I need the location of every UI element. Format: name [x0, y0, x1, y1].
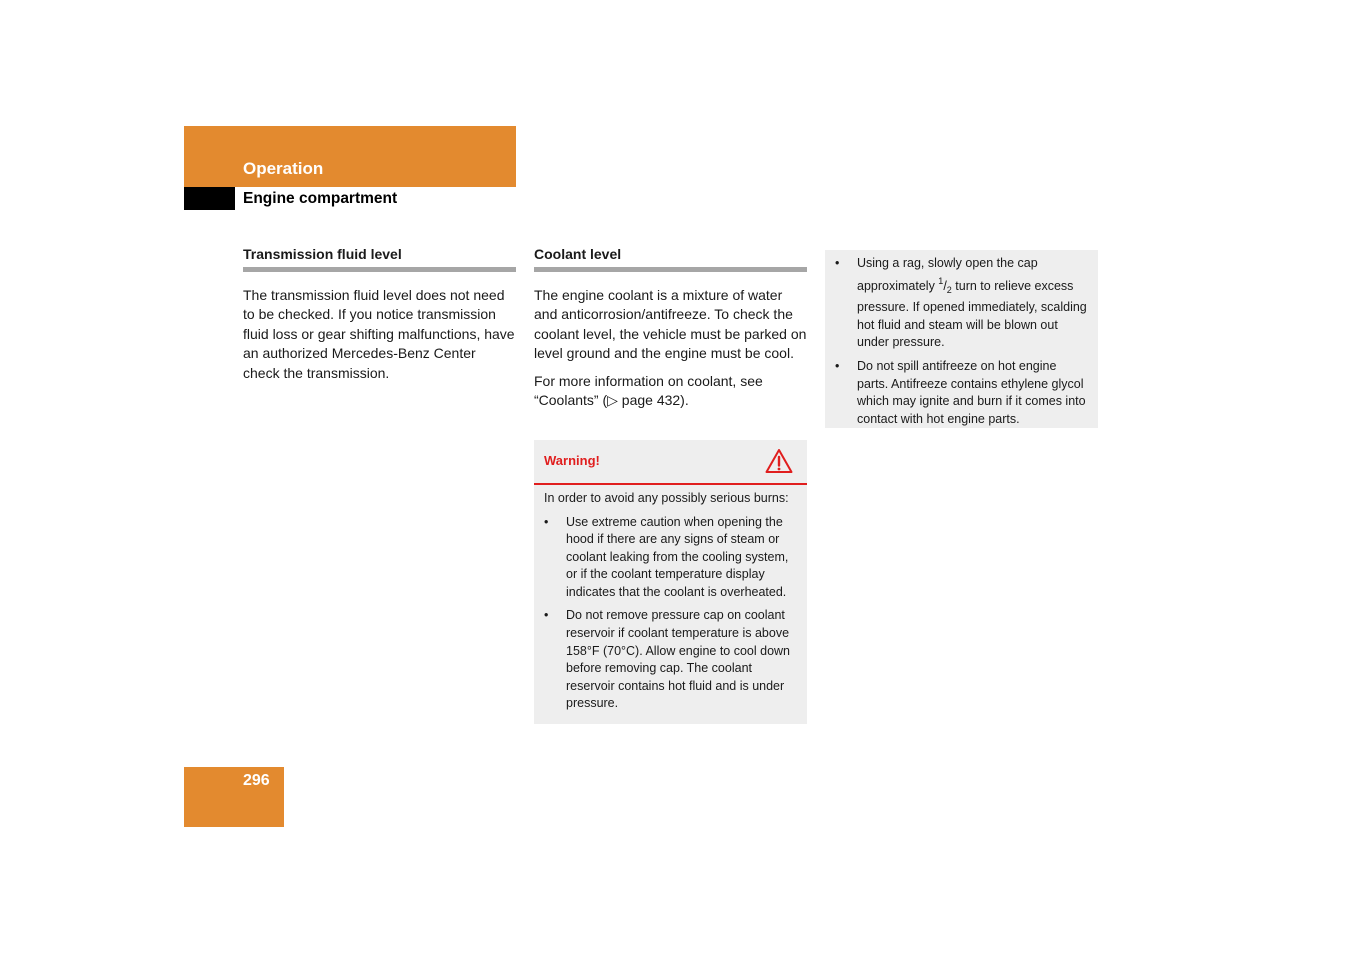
warning-item-text: Use extreme caution when opening the hood if there are any signs of steam or coolant leaking from the cooling system, or if the coolant temperature display indicates that the coolant is overheated. [566, 514, 789, 599]
warning-header [534, 440, 807, 485]
warning-list [534, 514, 807, 714]
coolant-heading: Coolant level [534, 246, 807, 272]
transmission-body: The transmission fluid level does not need to be checked. If you notice transmission fluid loss or gear shifting malfunctions, have an authorized Mercedes-Benz Center check the transmission. [243, 287, 515, 381]
bullet-icon: • [544, 514, 549, 529]
coolant-column [534, 246, 807, 410]
warning-continued-box [825, 250, 1098, 428]
warning-item-text: Do not remove pressure cap on coolant reservoir if coolant temperature is above 158°F (70°C). Allow engine to cool down before removing cap. The coolant reservoir contains hot fluid and is under pressure. [566, 608, 791, 711]
warning-continued-list [825, 255, 1098, 428]
warning-triangle-icon [765, 448, 793, 474]
coolant-body: The engine coolant is a mixture of water and anticorrosion/antifreeze. To check the coolant level, the vehicle must be parked on level ground and the engine must be cool. [534, 287, 807, 362]
page-number: 296 [243, 772, 270, 789]
fraction-slash: / [943, 278, 947, 293]
transmission-heading: Transmission fluid level [243, 246, 516, 272]
continued-item-text: Do not spill antifreeze on hot engine parts. Antifreeze contains ethylene glycol which may ignite and burn if it comes into contact with hot engine parts. [857, 358, 1086, 426]
list-item [544, 514, 799, 602]
bullet-icon: • [544, 608, 549, 623]
section-title: Operation [243, 159, 324, 178]
subsection-title: Engine compartment [243, 190, 398, 207]
bullet-icon: • [835, 358, 840, 373]
section-marker [184, 187, 235, 210]
warning-intro: In order to avoid any possibly serious burns: [544, 491, 789, 505]
coolant-reference: For more information on coolant, see “Coolants” (▷ page 432). [534, 372, 763, 409]
list-item [835, 255, 1090, 352]
continued-item-text-start: Using a rag, slowly open the cap approximately [857, 256, 1038, 293]
fraction-numerator: 1 [938, 275, 944, 286]
transmission-column [243, 246, 516, 383]
warning-box [534, 440, 807, 724]
bullet-icon: • [835, 256, 840, 270]
warning-label: Warning! [544, 453, 600, 468]
continued-item-text-end: turn to relieve excess pressure. If opened immediately, scalding hot fluid and steam will be blown out under pressure. [857, 278, 1087, 350]
header-bar [184, 126, 516, 187]
list-item [544, 607, 799, 713]
list-item [835, 358, 1090, 428]
fraction-denominator: 2 [946, 284, 952, 295]
